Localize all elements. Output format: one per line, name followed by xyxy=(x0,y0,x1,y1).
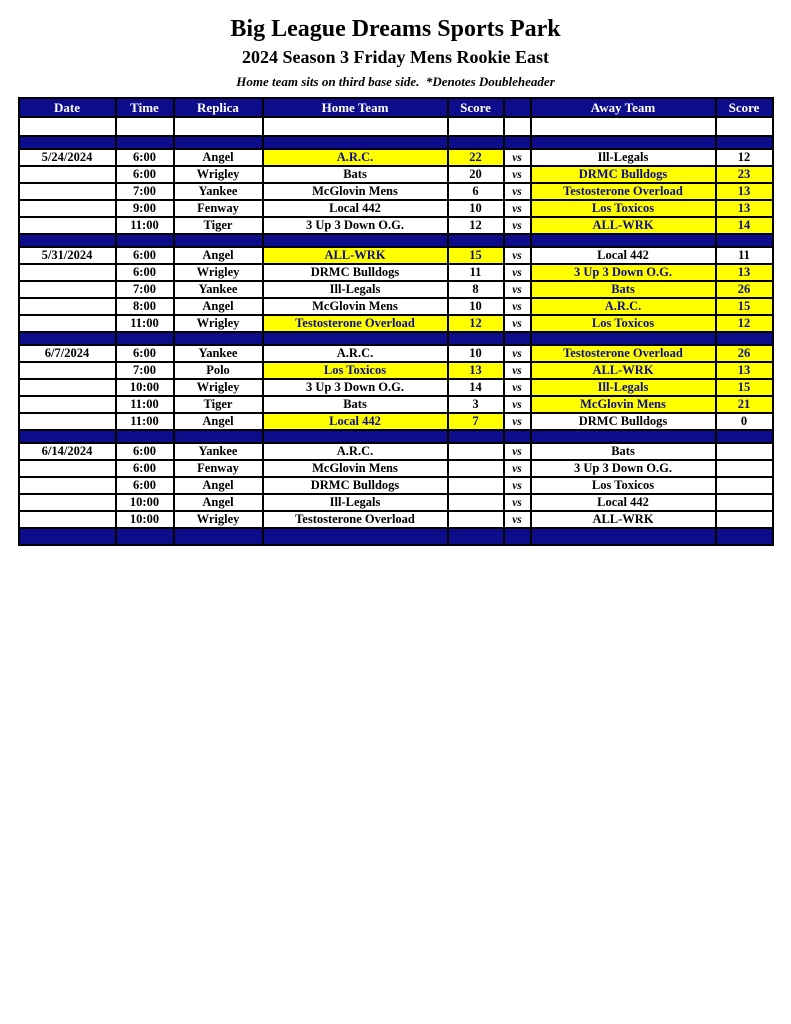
vs-cell: vs xyxy=(504,477,531,494)
away-score-cell xyxy=(716,460,773,477)
game-row xyxy=(19,494,773,511)
home-score-cell: 12 xyxy=(448,217,504,234)
home-team-cell: McGlovin Mens xyxy=(263,460,448,477)
divider-cell xyxy=(116,430,174,443)
section-divider-row xyxy=(19,234,773,247)
time-cell: 9:00 xyxy=(116,200,174,217)
time-cell: 6:00 xyxy=(116,149,174,166)
away-team-cell: 3 Up 3 Down O.G. xyxy=(531,460,716,477)
away-team-cell: Los Toxicos xyxy=(531,200,716,217)
away-score-cell: 13 xyxy=(716,264,773,281)
vs-cell: vs xyxy=(504,281,531,298)
away-score-cell: 14 xyxy=(716,217,773,234)
blank-cell xyxy=(531,117,716,136)
schedule-table xyxy=(18,97,774,546)
replica-cell: Angel xyxy=(174,247,263,264)
home-team-cell: A.R.C. xyxy=(263,149,448,166)
divider-cell xyxy=(504,430,531,443)
blank-cell xyxy=(116,117,174,136)
page-header xyxy=(0,0,791,90)
column-header-score-home: Score xyxy=(448,98,504,117)
date-cell xyxy=(19,264,116,281)
date-cell xyxy=(19,413,116,430)
home-team-cell: 3 Up 3 Down O.G. xyxy=(263,217,448,234)
game-row xyxy=(19,200,773,217)
away-team-cell: Ill-Legals xyxy=(531,149,716,166)
date-cell xyxy=(19,379,116,396)
divider-cell xyxy=(716,430,773,443)
away-team-cell: ALL-WRK xyxy=(531,511,716,528)
date-cell xyxy=(19,396,116,413)
game-row xyxy=(19,379,773,396)
replica-cell: Yankee xyxy=(174,281,263,298)
home-team-cell: Local 442 xyxy=(263,413,448,430)
away-score-cell: 12 xyxy=(716,315,773,332)
away-score-cell: 15 xyxy=(716,298,773,315)
schedule-table-body xyxy=(19,117,773,545)
game-row xyxy=(19,281,773,298)
home-team-cell: Bats xyxy=(263,166,448,183)
game-row xyxy=(19,183,773,200)
divider-cell xyxy=(448,136,504,149)
game-row xyxy=(19,443,773,460)
home-score-cell: 10 xyxy=(448,298,504,315)
vs-cell: vs xyxy=(504,345,531,362)
divider-cell xyxy=(448,234,504,247)
replica-cell: Tiger xyxy=(174,217,263,234)
divider-cell xyxy=(174,332,263,345)
replica-cell: Yankee xyxy=(174,443,263,460)
date-cell xyxy=(19,460,116,477)
home-score-cell: 7 xyxy=(448,413,504,430)
away-team-cell: ALL-WRK xyxy=(531,362,716,379)
home-score-cell: 8 xyxy=(448,281,504,298)
home-score-cell xyxy=(448,477,504,494)
vs-cell: vs xyxy=(504,298,531,315)
game-row xyxy=(19,166,773,183)
home-team-cell: DRMC Bulldogs xyxy=(263,264,448,281)
section-divider-row xyxy=(19,430,773,443)
blank-row xyxy=(19,117,773,136)
game-row xyxy=(19,149,773,166)
away-team-cell: Testosterone Overload xyxy=(531,183,716,200)
away-team-cell: ALL-WRK xyxy=(531,217,716,234)
date-cell xyxy=(19,281,116,298)
game-row xyxy=(19,247,773,264)
section-divider-row xyxy=(19,136,773,149)
replica-cell: Wrigley xyxy=(174,166,263,183)
time-cell: 7:00 xyxy=(116,362,174,379)
time-cell: 7:00 xyxy=(116,281,174,298)
divider-cell xyxy=(174,528,263,545)
date-cell xyxy=(19,494,116,511)
vs-cell: vs xyxy=(504,511,531,528)
game-row xyxy=(19,217,773,234)
home-score-cell xyxy=(448,511,504,528)
game-row xyxy=(19,413,773,430)
final-divider-row xyxy=(19,528,773,545)
date-cell: 6/14/2024 xyxy=(19,443,116,460)
home-score-cell xyxy=(448,460,504,477)
column-header-home-team: Home Team xyxy=(263,98,448,117)
replica-cell: Fenway xyxy=(174,460,263,477)
away-team-cell: Ill-Legals xyxy=(531,379,716,396)
away-team-cell: A.R.C. xyxy=(531,298,716,315)
vs-cell: vs xyxy=(504,443,531,460)
time-cell: 11:00 xyxy=(116,396,174,413)
date-cell xyxy=(19,200,116,217)
game-row xyxy=(19,264,773,281)
game-row xyxy=(19,362,773,379)
divider-cell xyxy=(716,136,773,149)
home-score-cell: 10 xyxy=(448,345,504,362)
divider-cell xyxy=(174,430,263,443)
time-cell: 7:00 xyxy=(116,183,174,200)
away-team-cell: Local 442 xyxy=(531,247,716,264)
home-team-cell: Los Toxicos xyxy=(263,362,448,379)
vs-cell: vs xyxy=(504,413,531,430)
home-team-cell: A.R.C. xyxy=(263,443,448,460)
blank-cell xyxy=(448,117,504,136)
blank-cell xyxy=(716,117,773,136)
divider-cell xyxy=(19,332,116,345)
vs-cell: vs xyxy=(504,315,531,332)
vs-cell: vs xyxy=(504,379,531,396)
date-cell: 6/7/2024 xyxy=(19,345,116,362)
time-cell: 6:00 xyxy=(116,166,174,183)
away-team-cell: DRMC Bulldogs xyxy=(531,413,716,430)
time-cell: 6:00 xyxy=(116,345,174,362)
vs-cell: vs xyxy=(504,264,531,281)
game-row xyxy=(19,477,773,494)
time-cell: 6:00 xyxy=(116,247,174,264)
away-score-cell: 26 xyxy=(716,345,773,362)
replica-cell: Angel xyxy=(174,477,263,494)
away-score-cell: 0 xyxy=(716,413,773,430)
divider-cell xyxy=(263,234,448,247)
divider-cell xyxy=(116,234,174,247)
divider-cell xyxy=(504,234,531,247)
away-score-cell: 12 xyxy=(716,149,773,166)
replica-cell: Fenway xyxy=(174,200,263,217)
divider-cell xyxy=(504,136,531,149)
time-cell: 6:00 xyxy=(116,460,174,477)
away-team-cell: Bats xyxy=(531,281,716,298)
home-team-cell: Local 442 xyxy=(263,200,448,217)
home-score-cell: 15 xyxy=(448,247,504,264)
header-row xyxy=(19,98,773,117)
date-cell xyxy=(19,511,116,528)
date-cell xyxy=(19,315,116,332)
divider-cell xyxy=(116,136,174,149)
divider-cell xyxy=(19,136,116,149)
home-team-cell: 3 Up 3 Down O.G. xyxy=(263,379,448,396)
home-team-cell: Bats xyxy=(263,396,448,413)
divider-cell xyxy=(531,234,716,247)
time-cell: 11:00 xyxy=(116,315,174,332)
page-title: Big League Dreams Sports Park xyxy=(230,16,561,42)
date-cell xyxy=(19,183,116,200)
replica-cell: Angel xyxy=(174,413,263,430)
replica-cell: Yankee xyxy=(174,183,263,200)
time-cell: 6:00 xyxy=(116,264,174,281)
home-score-cell: 13 xyxy=(448,362,504,379)
game-row xyxy=(19,315,773,332)
column-header-time: Time xyxy=(116,98,174,117)
away-team-cell: McGlovin Mens xyxy=(531,396,716,413)
away-team-cell: Los Toxicos xyxy=(531,477,716,494)
replica-cell: Angel xyxy=(174,494,263,511)
away-team-cell: Local 442 xyxy=(531,494,716,511)
divider-cell xyxy=(116,528,174,545)
replica-cell: Wrigley xyxy=(174,264,263,281)
divider-cell xyxy=(263,430,448,443)
home-score-cell: 22 xyxy=(448,149,504,166)
vs-cell: vs xyxy=(504,362,531,379)
divider-cell xyxy=(263,136,448,149)
away-score-cell: 13 xyxy=(716,362,773,379)
divider-cell xyxy=(531,528,716,545)
home-score-cell: 6 xyxy=(448,183,504,200)
schedule-table-head xyxy=(19,98,773,117)
divider-cell xyxy=(174,136,263,149)
home-team-cell: ALL-WRK xyxy=(263,247,448,264)
replica-cell: Wrigley xyxy=(174,315,263,332)
home-team-cell: DRMC Bulldogs xyxy=(263,477,448,494)
game-row xyxy=(19,460,773,477)
blank-cell xyxy=(174,117,263,136)
vs-cell: vs xyxy=(504,460,531,477)
away-team-cell: DRMC Bulldogs xyxy=(531,166,716,183)
game-row xyxy=(19,511,773,528)
divider-cell xyxy=(448,430,504,443)
time-cell: 10:00 xyxy=(116,494,174,511)
home-score-cell: 11 xyxy=(448,264,504,281)
column-header-score-away: Score xyxy=(716,98,773,117)
game-row xyxy=(19,396,773,413)
divider-cell xyxy=(531,430,716,443)
date-cell xyxy=(19,217,116,234)
home-team-cell: A.R.C. xyxy=(263,345,448,362)
column-header-replica: Replica xyxy=(174,98,263,117)
divider-cell xyxy=(716,332,773,345)
page-subtitle: 2024 Season 3 Friday Mens Rookie East xyxy=(241,46,549,67)
divider-cell xyxy=(504,332,531,345)
away-score-cell: 26 xyxy=(716,281,773,298)
time-cell: 6:00 xyxy=(116,477,174,494)
away-score-cell: 21 xyxy=(716,396,773,413)
column-header-vs xyxy=(504,98,531,117)
away-score-cell xyxy=(716,494,773,511)
time-cell: 6:00 xyxy=(116,443,174,460)
divider-cell xyxy=(716,528,773,545)
time-cell: 10:00 xyxy=(116,511,174,528)
vs-cell: vs xyxy=(504,183,531,200)
home-score-cell: 14 xyxy=(448,379,504,396)
away-team-cell: Los Toxicos xyxy=(531,315,716,332)
blank-cell xyxy=(263,117,448,136)
home-team-cell: McGlovin Mens xyxy=(263,183,448,200)
date-cell xyxy=(19,166,116,183)
vs-cell: vs xyxy=(504,149,531,166)
date-cell: 5/24/2024 xyxy=(19,149,116,166)
game-row xyxy=(19,298,773,315)
home-score-cell xyxy=(448,443,504,460)
home-score-cell: 12 xyxy=(448,315,504,332)
replica-cell: Wrigley xyxy=(174,379,263,396)
time-cell: 10:00 xyxy=(116,379,174,396)
home-score-cell: 10 xyxy=(448,200,504,217)
away-score-cell: 15 xyxy=(716,379,773,396)
home-team-cell: Ill-Legals xyxy=(263,281,448,298)
away-score-cell: 13 xyxy=(716,183,773,200)
vs-cell: vs xyxy=(504,217,531,234)
home-score-cell xyxy=(448,494,504,511)
away-team-cell: Testosterone Overload xyxy=(531,345,716,362)
home-team-cell: McGlovin Mens xyxy=(263,298,448,315)
section-divider-row xyxy=(19,332,773,345)
game-row xyxy=(19,345,773,362)
divider-cell xyxy=(531,136,716,149)
home-score-cell: 3 xyxy=(448,396,504,413)
away-team-cell: 3 Up 3 Down O.G. xyxy=(531,264,716,281)
time-cell: 8:00 xyxy=(116,298,174,315)
replica-cell: Angel xyxy=(174,298,263,315)
away-score-cell: 23 xyxy=(716,166,773,183)
divider-cell xyxy=(263,332,448,345)
vs-cell: vs xyxy=(504,494,531,511)
divider-cell xyxy=(19,528,116,545)
away-score-cell xyxy=(716,511,773,528)
replica-cell: Angel xyxy=(174,149,263,166)
date-cell: 5/31/2024 xyxy=(19,247,116,264)
divider-cell xyxy=(19,430,116,443)
replica-cell: Polo xyxy=(174,362,263,379)
away-score-cell: 13 xyxy=(716,200,773,217)
vs-cell: vs xyxy=(504,166,531,183)
date-cell xyxy=(19,298,116,315)
divider-cell xyxy=(504,528,531,545)
away-score-cell xyxy=(716,443,773,460)
vs-cell: vs xyxy=(504,396,531,413)
blank-cell xyxy=(504,117,531,136)
vs-cell: vs xyxy=(504,200,531,217)
page-note: Home team sits on third base side. *Denotes Doubleheader xyxy=(236,74,555,90)
date-cell xyxy=(19,477,116,494)
blank-cell xyxy=(19,117,116,136)
away-score-cell xyxy=(716,477,773,494)
column-header-date: Date xyxy=(19,98,116,117)
home-team-cell: Ill-Legals xyxy=(263,494,448,511)
divider-cell xyxy=(448,528,504,545)
column-header-away-team: Away Team xyxy=(531,98,716,117)
away-team-cell: Bats xyxy=(531,443,716,460)
home-team-cell: Testosterone Overload xyxy=(263,315,448,332)
divider-cell xyxy=(174,234,263,247)
divider-cell xyxy=(531,332,716,345)
home-score-cell: 20 xyxy=(448,166,504,183)
divider-cell xyxy=(448,332,504,345)
replica-cell: Yankee xyxy=(174,345,263,362)
divider-cell xyxy=(263,528,448,545)
vs-cell: vs xyxy=(504,247,531,264)
replica-cell: Wrigley xyxy=(174,511,263,528)
time-cell: 11:00 xyxy=(116,217,174,234)
divider-cell xyxy=(716,234,773,247)
time-cell: 11:00 xyxy=(116,413,174,430)
date-cell xyxy=(19,362,116,379)
divider-cell xyxy=(19,234,116,247)
home-team-cell: Testosterone Overload xyxy=(263,511,448,528)
divider-cell xyxy=(116,332,174,345)
replica-cell: Tiger xyxy=(174,396,263,413)
away-score-cell: 11 xyxy=(716,247,773,264)
